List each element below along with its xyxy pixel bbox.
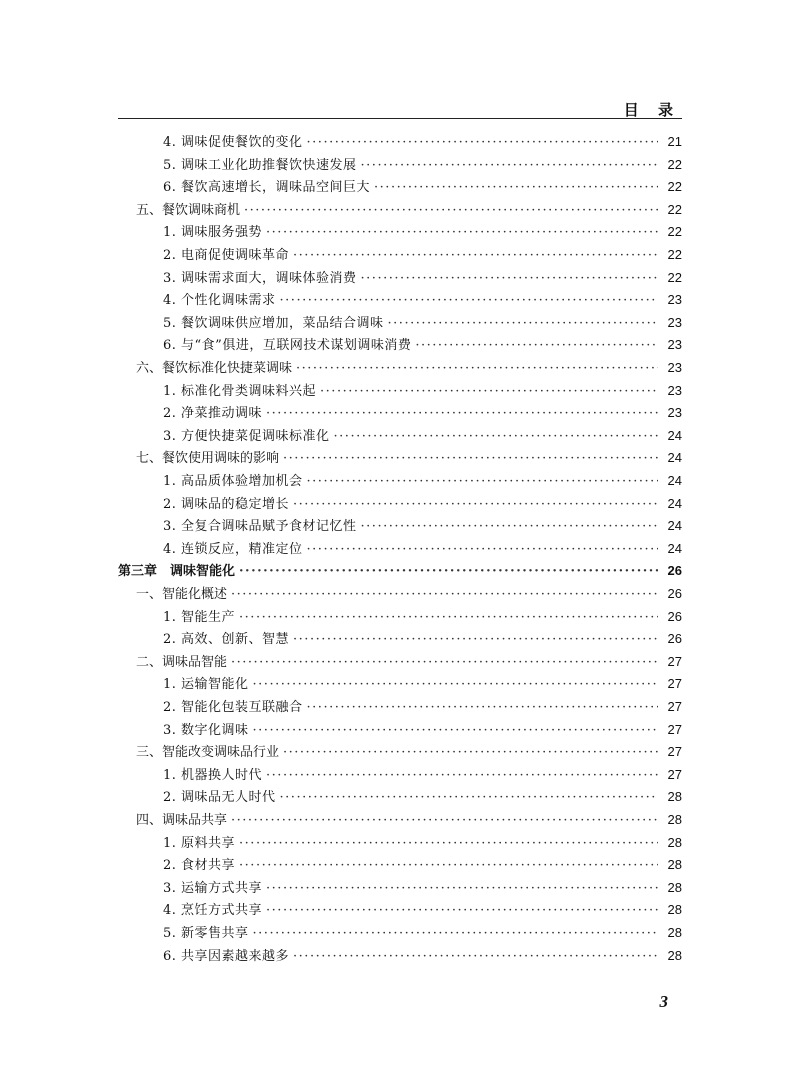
toc-entry-title: 6. 餐饮高速增长，调味品空间巨大 — [163, 180, 371, 196]
toc-entry-page: 24 — [667, 518, 682, 534]
toc-entry-page: 23 — [667, 360, 682, 375]
toc-entry-title: 3. 全复合调味品赋予食材记忆性 — [163, 519, 357, 535]
toc-item-entry — [163, 607, 682, 627]
toc-entry-title: 2. 智能化包装互联融合 — [163, 700, 303, 715]
toc-item-entry — [163, 833, 682, 853]
toc-entry-title: 3. 调味需求面大，调味体验消费 — [163, 270, 357, 286]
toc-entry-page: 22 — [667, 269, 682, 285]
toc-entry-title: 一、智能化概述 — [136, 587, 228, 602]
toc-item-entry — [163, 313, 682, 333]
toc-section-entry — [136, 810, 682, 830]
dot-leader — [361, 269, 658, 289]
toc-entry-page: 26 — [667, 586, 682, 601]
toc-item-entry — [163, 787, 682, 807]
toc-entry-title: 四、调味品共享 — [136, 813, 228, 828]
dot-leader — [307, 698, 658, 718]
toc-chapter-entry — [118, 561, 682, 581]
toc-section-entry — [136, 742, 682, 762]
toc-entry-title: 5. 新零售共享 — [163, 926, 249, 941]
toc-entry-title: 1. 运输智能化 — [163, 677, 249, 693]
toc-entry-title: 3. 方便快捷菜促调味标准化 — [163, 428, 330, 444]
toc-entry-title: 4. 个性化调味需求 — [163, 293, 276, 309]
toc-section-entry — [136, 200, 682, 220]
toc-entry-title: 2. 调味品的稳定增长 — [163, 496, 290, 512]
toc-item-entry — [163, 539, 682, 559]
toc-entry-title: 5. 调味工业化助推餐饮快速发展 — [163, 157, 357, 173]
dot-leader — [374, 178, 658, 198]
toc-entry-title: 六、餐饮标准化快捷菜调味 — [136, 361, 293, 376]
toc-entry-page: 28 — [667, 812, 682, 827]
toc-item-entry — [163, 471, 682, 491]
toc-item-entry — [163, 335, 682, 355]
toc-entry-page: 28 — [667, 879, 682, 895]
toc-entry-page: 27 — [667, 653, 682, 669]
toc-entry-title: 2. 食材共享 — [163, 858, 236, 874]
toc-entry-page: 28 — [667, 902, 682, 918]
header-rule — [118, 118, 682, 119]
dot-leader — [283, 743, 658, 763]
dot-leader — [239, 834, 658, 854]
toc-item-entry — [163, 855, 682, 875]
toc-entry-page: 28 — [667, 857, 682, 873]
toc-entry-title: 第三章 调味智能化 — [118, 564, 236, 580]
toc-entry-title: 1. 调味服务强势 — [163, 225, 263, 241]
toc-entry-page: 24 — [667, 427, 682, 443]
toc-entry-page: 24 — [667, 495, 682, 511]
toc-entry-page: 27 — [667, 676, 682, 692]
toc-entry-title: 1. 机器换人时代 — [163, 767, 263, 783]
toc-item-entry — [163, 155, 682, 175]
toc-entry-page: 28 — [667, 947, 682, 963]
toc-item-entry — [163, 516, 682, 536]
dot-leader — [388, 314, 658, 334]
toc-section-entry — [136, 358, 682, 378]
toc-entry-title: 二、调味品智能 — [136, 654, 228, 670]
toc-entry-title: 3. 数字化调味 — [163, 722, 249, 738]
toc-entry-title: 2. 电商促使调味革命 — [163, 248, 290, 263]
toc-entry-page: 23 — [667, 314, 682, 330]
toc-section-entry — [136, 584, 682, 604]
running-header-title: 目 录 — [623, 101, 680, 119]
toc-item-entry — [163, 674, 682, 694]
dot-leader — [293, 246, 658, 266]
toc-section-entry — [136, 652, 682, 672]
toc-entry-title: 4. 连锁反应，精准定位 — [163, 541, 303, 557]
toc-entry-title: 6. 共享因素越来越多 — [163, 948, 290, 964]
dot-leader — [266, 879, 658, 899]
toc-entry-page: 23 — [667, 337, 682, 353]
toc-item-entry — [163, 381, 682, 401]
dot-leader — [296, 359, 658, 379]
toc-entry-page: 27 — [667, 744, 682, 760]
toc-entry-page: 23 — [667, 382, 682, 398]
toc-item-entry — [163, 177, 682, 197]
dot-leader — [293, 630, 658, 650]
dot-leader — [244, 201, 658, 221]
dot-leader — [307, 540, 658, 560]
page-number: 3 — [659, 992, 668, 1011]
dot-leader — [283, 449, 658, 469]
toc-entry-page: 27 — [667, 699, 682, 714]
dot-leader — [231, 653, 658, 673]
toc-entry-title: 五、餐饮调味商机 — [136, 202, 241, 218]
dot-leader — [266, 901, 658, 921]
toc-item-entry — [163, 720, 682, 740]
toc-entry-page: 26 — [667, 631, 682, 647]
toc-entry-page: 28 — [667, 789, 682, 805]
toc-entry-page: 22 — [667, 224, 682, 240]
toc-item-entry — [163, 629, 682, 649]
dot-leader — [266, 404, 658, 424]
dot-leader — [280, 788, 658, 808]
toc-item-entry — [163, 494, 682, 514]
toc-entry-page: 22 — [667, 247, 682, 262]
toc-entry-page: 23 — [667, 405, 682, 421]
toc-entry-page: 24 — [667, 450, 682, 466]
dot-leader — [320, 382, 658, 402]
dot-leader — [239, 856, 658, 876]
toc-entry-page: 24 — [667, 473, 682, 488]
toc-entry-title: 1. 原料共享 — [163, 835, 236, 851]
dot-leader — [239, 608, 658, 628]
toc-entry-page: 27 — [667, 766, 682, 782]
dot-leader — [415, 336, 658, 356]
toc-entry-title: 三、智能改变调味品行业 — [136, 745, 280, 761]
toc-entry-title: 5. 餐饮调味供应增加，菜品结合调味 — [163, 315, 384, 331]
toc-entry-title: 1. 高品质体验增加机会 — [163, 474, 303, 489]
toc-item-entry — [163, 697, 682, 717]
dot-leader — [361, 156, 658, 176]
toc-item-entry — [163, 290, 682, 310]
toc-entry-page: 23 — [667, 292, 682, 308]
dot-leader — [307, 472, 658, 492]
dot-leader — [293, 495, 658, 515]
toc-entry-page: 22 — [667, 201, 682, 217]
dot-leader — [239, 562, 658, 582]
toc-entry-page: 27 — [667, 721, 682, 737]
toc-entry-title: 1. 智能生产 — [163, 609, 236, 625]
toc-entry-page: 22 — [667, 179, 682, 195]
toc-entry-title: 七、餐饮使用调味的影响 — [136, 451, 280, 467]
dot-leader — [253, 675, 658, 695]
toc-entry-page: 24 — [667, 540, 682, 556]
toc-entry-title: 2. 净菜推动调味 — [163, 406, 263, 422]
toc-entry-title: 2. 调味品无人时代 — [163, 790, 276, 806]
toc-item-entry — [163, 426, 682, 446]
dot-leader — [361, 517, 658, 537]
toc-item-entry — [163, 923, 682, 943]
toc-item-entry — [163, 268, 682, 288]
dot-leader — [266, 766, 658, 786]
toc-item-entry — [163, 900, 682, 920]
toc-section-entry — [136, 448, 682, 468]
toc-item-entry — [163, 132, 682, 152]
dot-leader — [280, 291, 658, 311]
dot-leader — [231, 585, 658, 605]
toc-entry-page: 26 — [667, 563, 682, 579]
toc-item-entry — [163, 946, 682, 966]
toc-entry-title: 6. 与“食”俱进，互联网技术谋划调味消费 — [163, 338, 412, 354]
dot-leader — [266, 223, 658, 243]
toc-item-entry — [163, 222, 682, 242]
toc-entry-page: 22 — [667, 156, 682, 172]
toc-item-entry — [163, 245, 682, 265]
toc-entry-page: 28 — [667, 834, 682, 850]
toc-item-entry — [163, 403, 682, 423]
dot-leader — [307, 133, 658, 153]
dot-leader — [253, 924, 658, 944]
dot-leader — [293, 947, 658, 967]
toc-entry-title: 4. 烹饪方式共享 — [163, 903, 263, 919]
toc-entry-title: 2. 高效、创新、智慧 — [163, 632, 290, 648]
dot-leader — [334, 427, 658, 447]
toc-entry-title: 4. 调味促使餐饮的变化 — [163, 135, 303, 150]
toc-entry-page: 21 — [667, 134, 682, 149]
toc-entry-title: 1. 标准化骨类调味料兴起 — [163, 383, 317, 399]
toc-entry-page: 26 — [667, 608, 682, 624]
toc-item-entry — [163, 878, 682, 898]
toc-entry-title: 3. 运输方式共享 — [163, 880, 263, 896]
dot-leader — [253, 721, 658, 741]
toc-item-entry — [163, 765, 682, 785]
dot-leader — [231, 811, 658, 831]
toc-entry-page: 28 — [667, 925, 682, 940]
